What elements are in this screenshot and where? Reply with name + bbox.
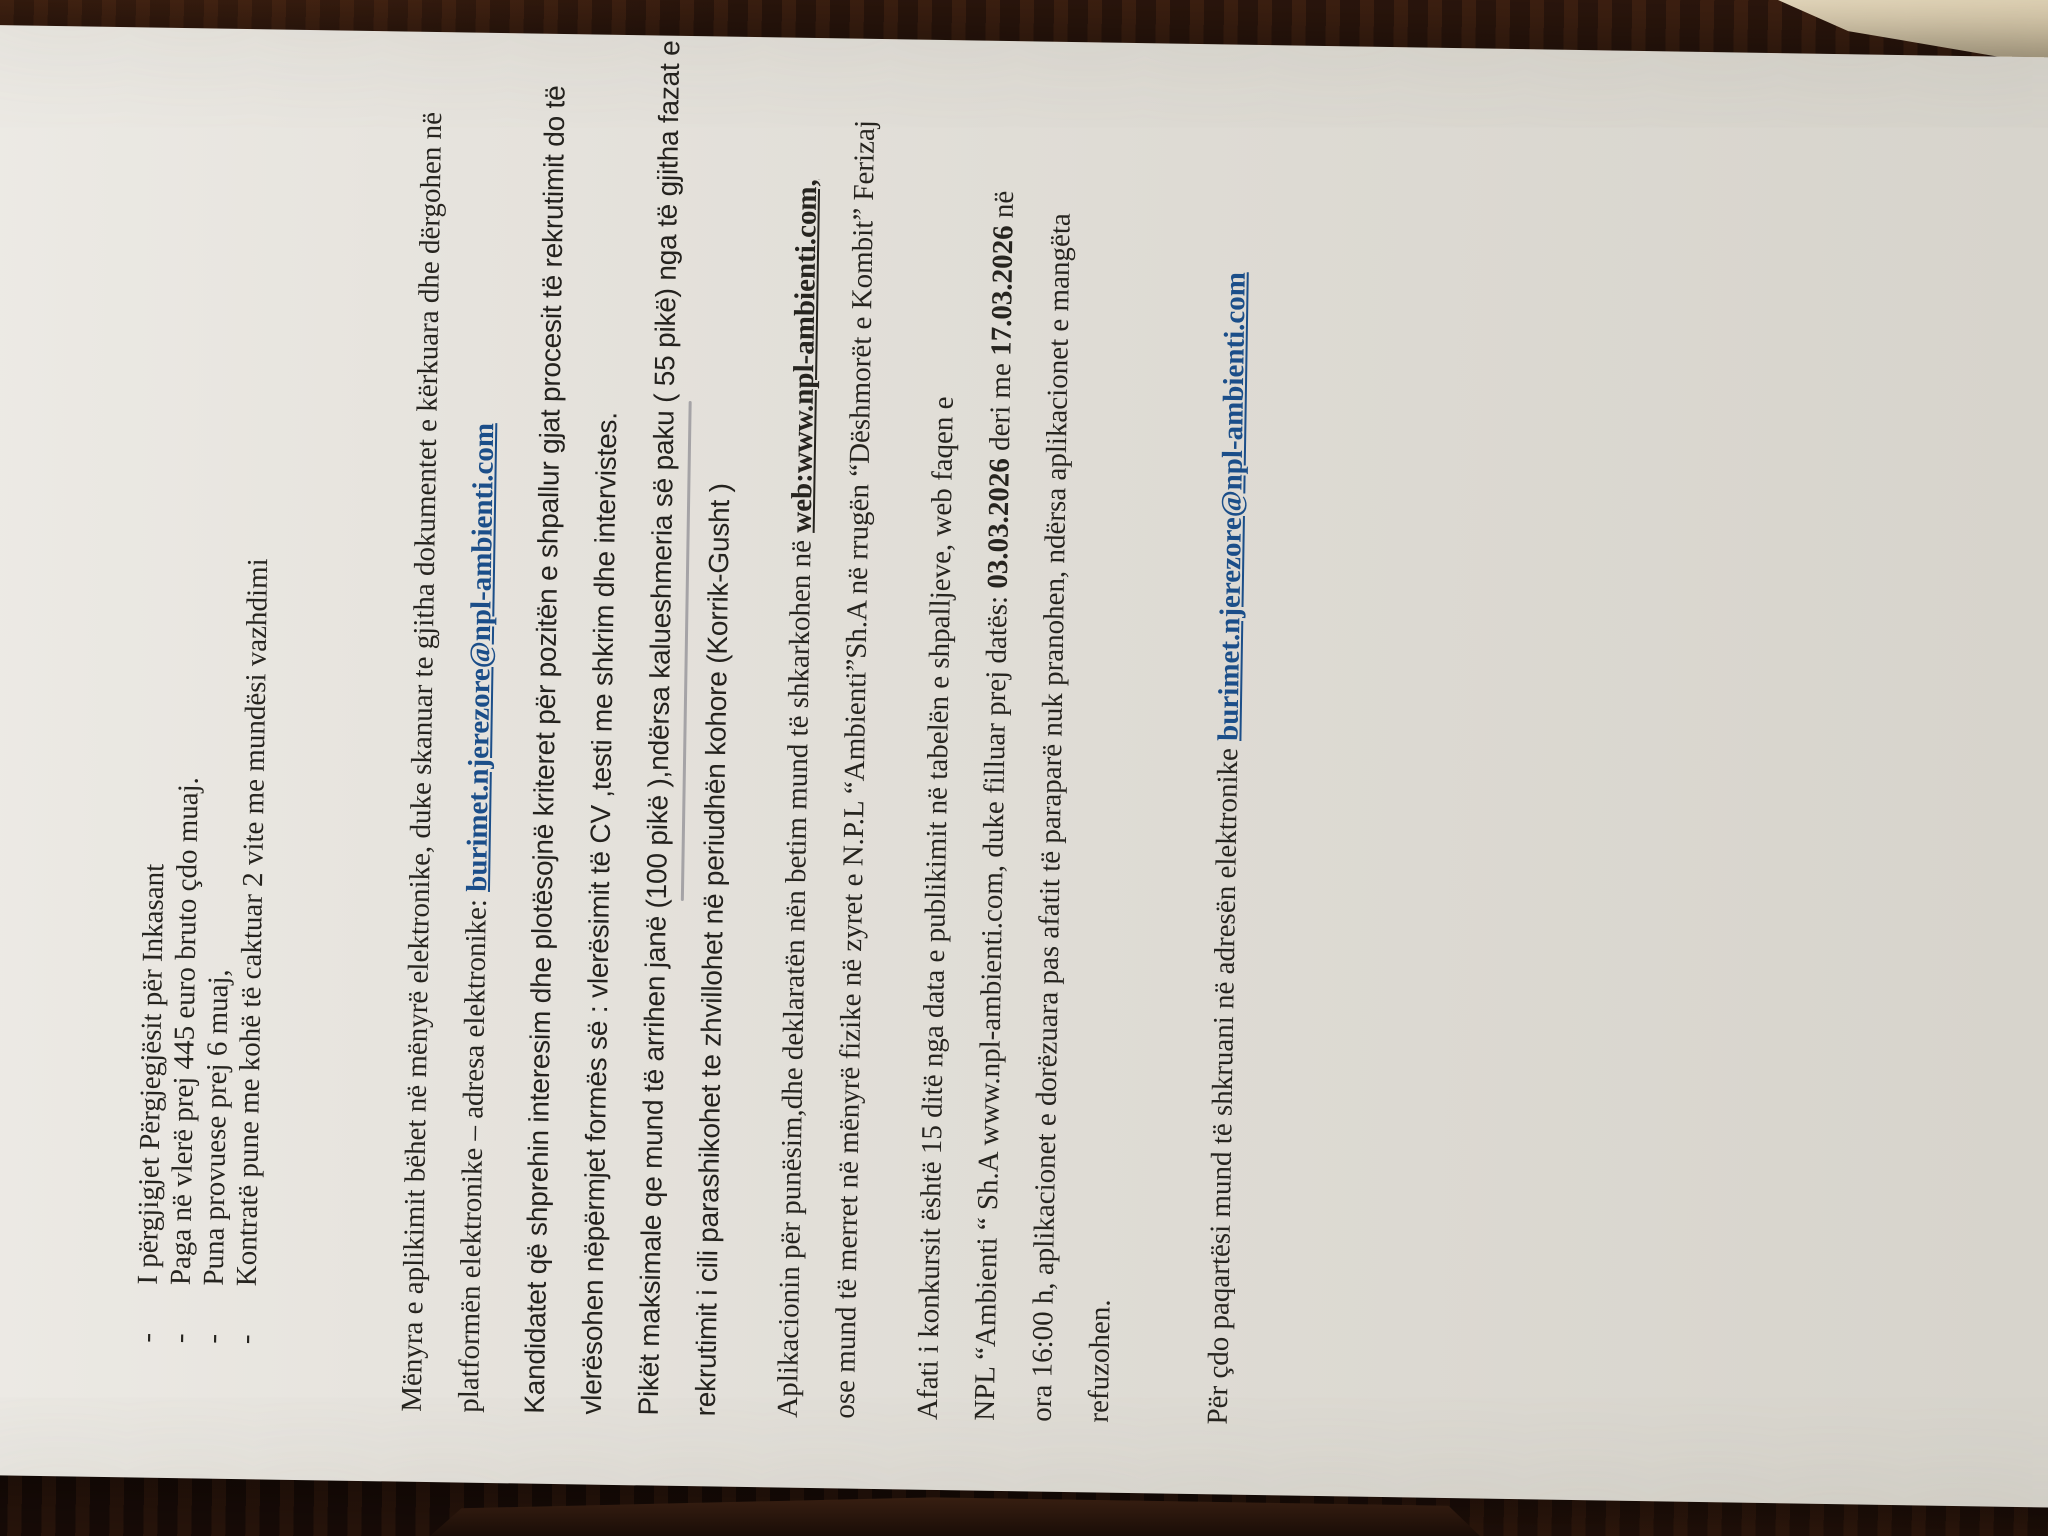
text-run: Aplikacionin për punësim,dhe deklaratën nën betim mund të shkarkohen në <box>771 532 818 1418</box>
email-link: burimet.njerezore@npl-ambienti.com <box>1212 271 1252 742</box>
text-run: Afati i konkursit është 15 ditë nga data e publikimit në tabelën e shpalljeve, web faqen e <box>911 396 960 1421</box>
list-item-text: Paga në vlerë prej 445 euro bruto çdo muaj. <box>164 776 205 1286</box>
text-run: NPL “Ambienti “ Sh.A www.npl-ambienti.com, duke filluar prej datës: <box>968 588 1014 1422</box>
paragraph <box>506 40 755 1417</box>
text-line <box>1190 84 1268 1425</box>
bullet-dash: - <box>163 1333 196 1344</box>
bullet-dash: - <box>229 1334 262 1345</box>
text-run: ora 16:00 h, aplikacionet e dorëzuara pas afatit të paraparë nuk pranohen, ndërsa aplikacionet e mangëta <box>1025 212 1077 1422</box>
text-run: platformën elektronike – adresa elektronike: <box>452 891 493 1413</box>
paragraph <box>900 80 1149 1423</box>
emphasized-run: web:www.npl-ambienti.com, <box>785 178 824 533</box>
text-run: në <box>987 190 1021 226</box>
list-item-text: I përgjigjet Përgjegjësit për Inkasant <box>131 863 171 1285</box>
paragraph-area <box>384 40 1268 1425</box>
paragraph <box>1190 84 1268 1425</box>
text-run: rekrutimit i cili parashikohet te zhvillohet në periudhën kohore (Korrik-Gusht ) <box>689 482 736 1417</box>
page-content <box>0 21 1354 1496</box>
email-link: burimet.njerezore@npl-ambienti.com <box>460 422 501 893</box>
document-page <box>0 21 2048 1509</box>
list-item-text: Puna provuese prej 6 muaj, <box>197 968 235 1286</box>
text-run: ose mund të merret në mënyrë fizike në zyret e N.P.L “Ambienti”Sh.A në rrugën “Dëshmorët e Kombit” Ferizaj <box>828 119 882 1419</box>
emphasized-run: 03.03.2026 <box>981 457 1016 589</box>
bullet-list <box>130 68 283 1410</box>
emphasized-run: 17.03.2026 <box>985 225 1020 357</box>
text-run: Mënyra e aplikimit bëhet në mënyrë elektronike, duke skanuar te gjitha dokumentet e kërkuara dhe dërgohen në <box>395 111 449 1413</box>
bullet-dash: - <box>130 1332 163 1343</box>
paragraph <box>760 77 895 1419</box>
text-run: refuzohen. <box>1082 1299 1117 1423</box>
text-run: Kandidatet që shprehin interesim dhe plotësojnë kriteret për pozitën e shpallur gjat procesit të rekrutimit do të <box>518 85 571 1414</box>
paragraph <box>384 72 519 1414</box>
bullet-dash: - <box>196 1333 229 1344</box>
text-run: Pikët maksimale qe mund të arrihen janë (100 pikë ),ndërsa kalueshmeria së paku ( 55 pikë) nga të gjitha fazat e <box>632 40 686 1416</box>
text-run: vlerësohen nëpërmjet formës së : vlerësimit të CV ,testi me shkrim dhe intervistes. <box>575 411 623 1415</box>
text-run: deri me <box>983 355 1018 459</box>
text-run: Për çdo paqartësi mund të shkruani në adresën elektronike <box>1201 740 1245 1425</box>
list-item-text: Kontratë pune me kohë të caktuar 2 vite me mundësi vazhdimi <box>230 558 275 1287</box>
table-edge-strip <box>430 1494 1480 1536</box>
